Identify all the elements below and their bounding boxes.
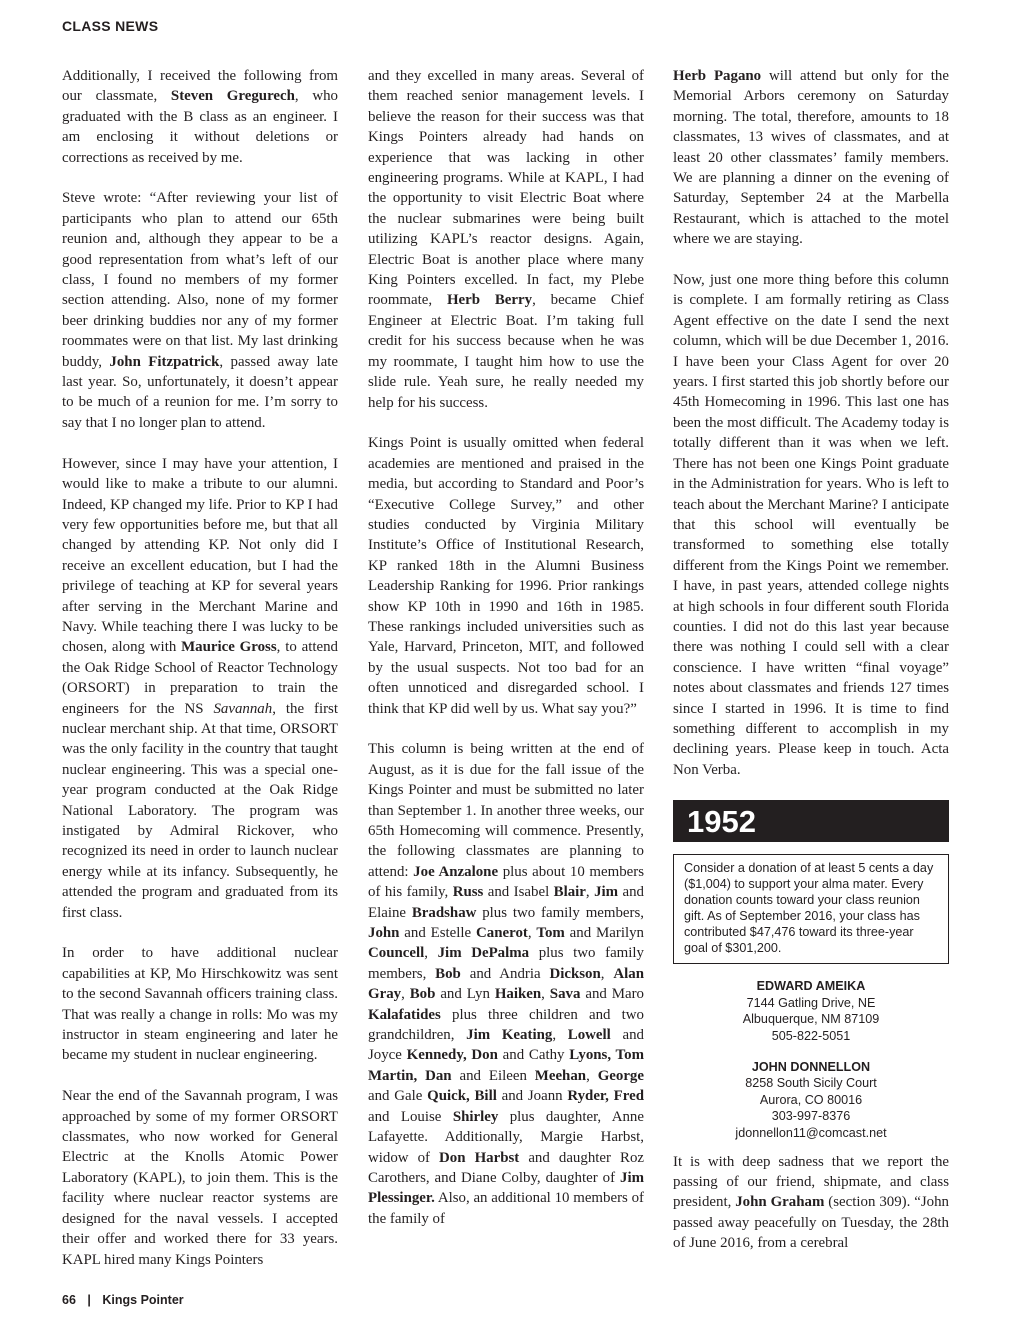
contact-name: EDWARD AMEIKA: [756, 979, 866, 994]
article-paragraph: Steve wrote: “After reviewing your list of participants who plan to attend our 65th reunion and, although they appear to be a good representation from what’s left of our class, I found no members of my former section attending. Also, none of my former beer drinking buddies nor any of my former roommates were on that list. My last drinking buddy, John Fitzpatrick, passed away late last year. So, unfortunately, it doesn’t appear to be much of a reunion for me. I’m sorry to say that I no longer plan to attend.: [62, 190, 338, 431]
bold-name: Jim Keating: [466, 1027, 553, 1044]
italic-text: Savannah: [213, 700, 273, 717]
bold-name: Haiken: [494, 986, 542, 1003]
bold-name: Blair: [553, 884, 586, 901]
article-paragraph: and they excelled in many areas. Several of them reached senior management levels. I believe the reason for their success was that Kings Pointers already had hands on experience that was lacking in other engineering programs. While at KAPL, I had the opportunity to visit Electric Boat where the nuclear submarines were being built utilizing KAPL’s reactor designs. Again, Electric Boat is another place where many King Pointers excelled. In fact, my Plebe roommate, Herb Berry, became Chief Engineer at Electric Boat. I’m taking full credit for his success because when he was my roommate, I taught him how to use the slide rule. Yeah sure, he really needed my help for his success.: [368, 68, 644, 411]
article-paragraph: Additionally, I received the following from our classmate, Steven Gregurech, who graduated with the B class as an engineer. I am enclosing it without deletions or corrections as received by me.: [62, 68, 339, 166]
bold-name: John Fitzpatrick: [109, 353, 220, 370]
bold-name: Meehan: [534, 1067, 587, 1084]
bold-name: Dickson: [549, 965, 601, 982]
article-column-2: [368, 66, 644, 1229]
bold-name: Steven Gregurech: [170, 88, 295, 105]
bold-name: Lyons, Tom Martin, Dan: [368, 1047, 644, 1084]
section-header: CLASS NEWS: [62, 18, 159, 34]
article-paragraph: Herb Pagano will attend but only for the Memorial Arbors ceremony on Saturday morning. The total, therefore, amounts to 18 classmates, 13 wives of classmates, and at least 20 other classmates’ family members. We are planning a dinner on the evening of Saturday, September 24 at the Marbella Restaurant, which is attached to the motel where we are staying.: [673, 68, 949, 248]
bold-name: Jim: [594, 884, 619, 901]
bold-name: Tom: [536, 925, 565, 942]
contact-email[interactable]: jdonnellon11@comcast.net: [735, 1125, 887, 1140]
bold-name: John: [368, 925, 400, 942]
bold-name: Bob: [409, 986, 436, 1003]
contact-street: 7144 Gatling Drive, NE: [746, 995, 876, 1010]
article-paragraph: It is with deep sadness that we report the passing of our friend, shipmate, and class president, John Graham (section 309). “John passed away peacefully on Tuesday, the 28th of June 2016, from a cerebral: [673, 1153, 949, 1252]
bold-name: Jim Plessinger.: [368, 1169, 644, 1207]
publication-name: Kings Pointer: [102, 1293, 184, 1307]
bold-name: Bob: [435, 965, 461, 982]
article-paragraph: In order to have additional nuclear capabilities at KP, Mo Hirschkowitz was sent to the second Savannah officers training class. That was really a change in rolls: Mo was my instructor in steam engineering and later he became my student in nuclear engineering.: [62, 945, 338, 1064]
article-paragraph: However, since I may have your attention, I would like to make a tribute to our alumni. Indeed, KP changed my life. Prior to KP I had very few opportunities before me, but that all changed by attending KP. Not only did I receive an excellent education, but I had the privilege of teaching at KP for several years after serving in the Merchant Marine and Navy. While teaching there I was lucky to be chosen, along with Maurice Gross, to attend the Oak Ridge School of Reactor Technology (ORSORT) in preparation to train the engineers for the NS Savannah, the first nuclear merchant ship. At that time, ORSORT was the only facility in the country that taught nuclear engineering. This was a special one-year program conducted at the Oak Ridge National Laboratory. The program was instigated by Admiral Rickover, who recognized its need in order to launch nuclear energy while at its infancy. Subsequently, he attended the program and graduated from its first class.: [62, 455, 338, 921]
bold-name: Joe Anzalone: [413, 863, 499, 880]
bold-name: Don Harbst: [439, 1149, 520, 1166]
bold-name: Sava: [549, 986, 581, 1003]
contact-phone: 505-822-5051: [771, 1028, 851, 1043]
donation-callout: Consider a donation of at least 5 cents a day ($1,004) to support your alma mater. Every donation counts toward your class reunion gift. As of September 2016, your class has contributed $47,476 toward its three-year goal of $301,200.: [673, 854, 949, 964]
bold-name: Kennedy, Don: [406, 1047, 498, 1064]
bold-name: Quick, Bill: [427, 1088, 497, 1105]
class-agent-contact: [673, 1059, 949, 1142]
page-footer: [62, 1293, 184, 1307]
contact-city: Albuquerque, NM 87109: [742, 1012, 880, 1027]
contact-phone: 303-997-8376: [771, 1109, 851, 1124]
bold-name: Councell: [368, 945, 425, 962]
article-column-3: [673, 66, 949, 1254]
bold-name: Herb Pagano: [673, 68, 762, 84]
article-paragraph: This column is being written at the end of August, as it is due for the fall issue of the Kings Pointer and must be submitted no later than September 1. In another three weeks, our 65th Homecoming will commence. Presently, the following classmates are planning to attend: Joe Anzalone plus about 10 members of his family, Russ and Isabel Blair, Jim and Elaine Bradshaw plus two family members, John and Estelle Canerot, Tom and Marilyn Councell, Jim DePalma plus two family members, Bob and Andria Dickson, Alan Gray, Bob and Lyn Haiken, Sava and Maro Kalafatides plus three children and two grandchildren, Jim Keating, Lowell and Joyce Kennedy, Don and Cathy Lyons, Tom Martin, Dan and Eileen Meehan, George and Gale Quick, Bill and Joann Ryder, Fred and Louise Shirley plus daughter, Anne Lafayette. Additionally, Margie Harbst, widow of Don Harbst and daughter Roz Carothers, and Diane Colby, daughter of Jim Plessinger. Also, an additional 10 members of the family of: [368, 741, 645, 1227]
bold-name: Shirley: [452, 1108, 499, 1125]
bold-name: Kalafatides: [368, 1006, 441, 1023]
bold-name: Canerot: [476, 925, 528, 942]
bold-name: Herb Berry: [446, 292, 533, 309]
bold-name: Bradshaw: [411, 904, 477, 921]
class-year-banner: 1952: [673, 800, 949, 842]
contact-name: JOHN DONNELLON: [751, 1059, 871, 1074]
article-column-1: [62, 66, 338, 1270]
bold-name: Lowell: [567, 1027, 611, 1044]
article-paragraph: Near the end of the Savannah program, I was approached by some of my former ORSORT classmates, who now worked for General Electric at the Knolls Atomic Power Laboratory (KAPL), to join them. This is the facility where nuclear reactor systems are designed for the naval vessels. I accepted their offer and worked there for 33 years. KAPL hired many Kings Pointers: [62, 1088, 338, 1268]
footer-separator: |: [87, 1293, 91, 1307]
page-number: 66: [62, 1293, 76, 1307]
contact-street: 8258 South Sicily Court: [745, 1076, 877, 1091]
bold-name: Alan Gray: [368, 965, 644, 1003]
bold-name: Russ: [452, 884, 484, 901]
bold-name: Ryder, Fred: [567, 1088, 644, 1105]
article-paragraph: Kings Point is usually omitted when federal academies are mentioned and praised in the media, but according to Standard and Poor’s “Executive College Survey,” and other studies conducted by Virginia Military Institute’s Office of Institutional Research, KP ranked 18th in the Alumni Business Leadership Ranking for 1996. Prior rankings show KP 10th in 1990 and 16th in 1985. These rankings included universities such as Yale, Harvard, Princeton, MIT, and followed by the usual suspects. Not too bad for an often unnoticed and disregarded school. I think that KP did well by us. What say you?”: [368, 435, 644, 717]
article-paragraph: Now, just one more thing before this column is complete. I am formally retiring as Class Agent effective on the date I send the next column, which will be due December 1, 2016. I have been your Class Agent for over 20 years. I first started this job shortly before our 45th Homecoming in 1996. This last one has been the most difficult. The Academy today is totally different than it was when we left. There has not been one Kings Point graduate in the Administration for years. Who is left to teach about the Merchant Marine? I anticipate that this school will eventually be transformed to something else totally different from the Kings Point we remember. I have, in past years, attended college nights at high schools in four different south Florida counties. I did not do this last year because there was nothing I could sell with a clear conscience. I have written “final voyage” notes about classmates and friends 127 times since I started in 1996. It is time to find something different to accomplish in my declining years. Please keep in touch. Acta Non Verba.: [673, 272, 949, 778]
bold-name: George: [597, 1067, 644, 1084]
bold-name: John Graham: [735, 1194, 825, 1211]
bold-name: Jim DePalma: [437, 945, 530, 962]
contact-city: Aurora, CO 80016: [759, 1092, 863, 1107]
class-agent-contact: [673, 978, 949, 1044]
bold-name: Maurice Gross: [181, 639, 277, 656]
